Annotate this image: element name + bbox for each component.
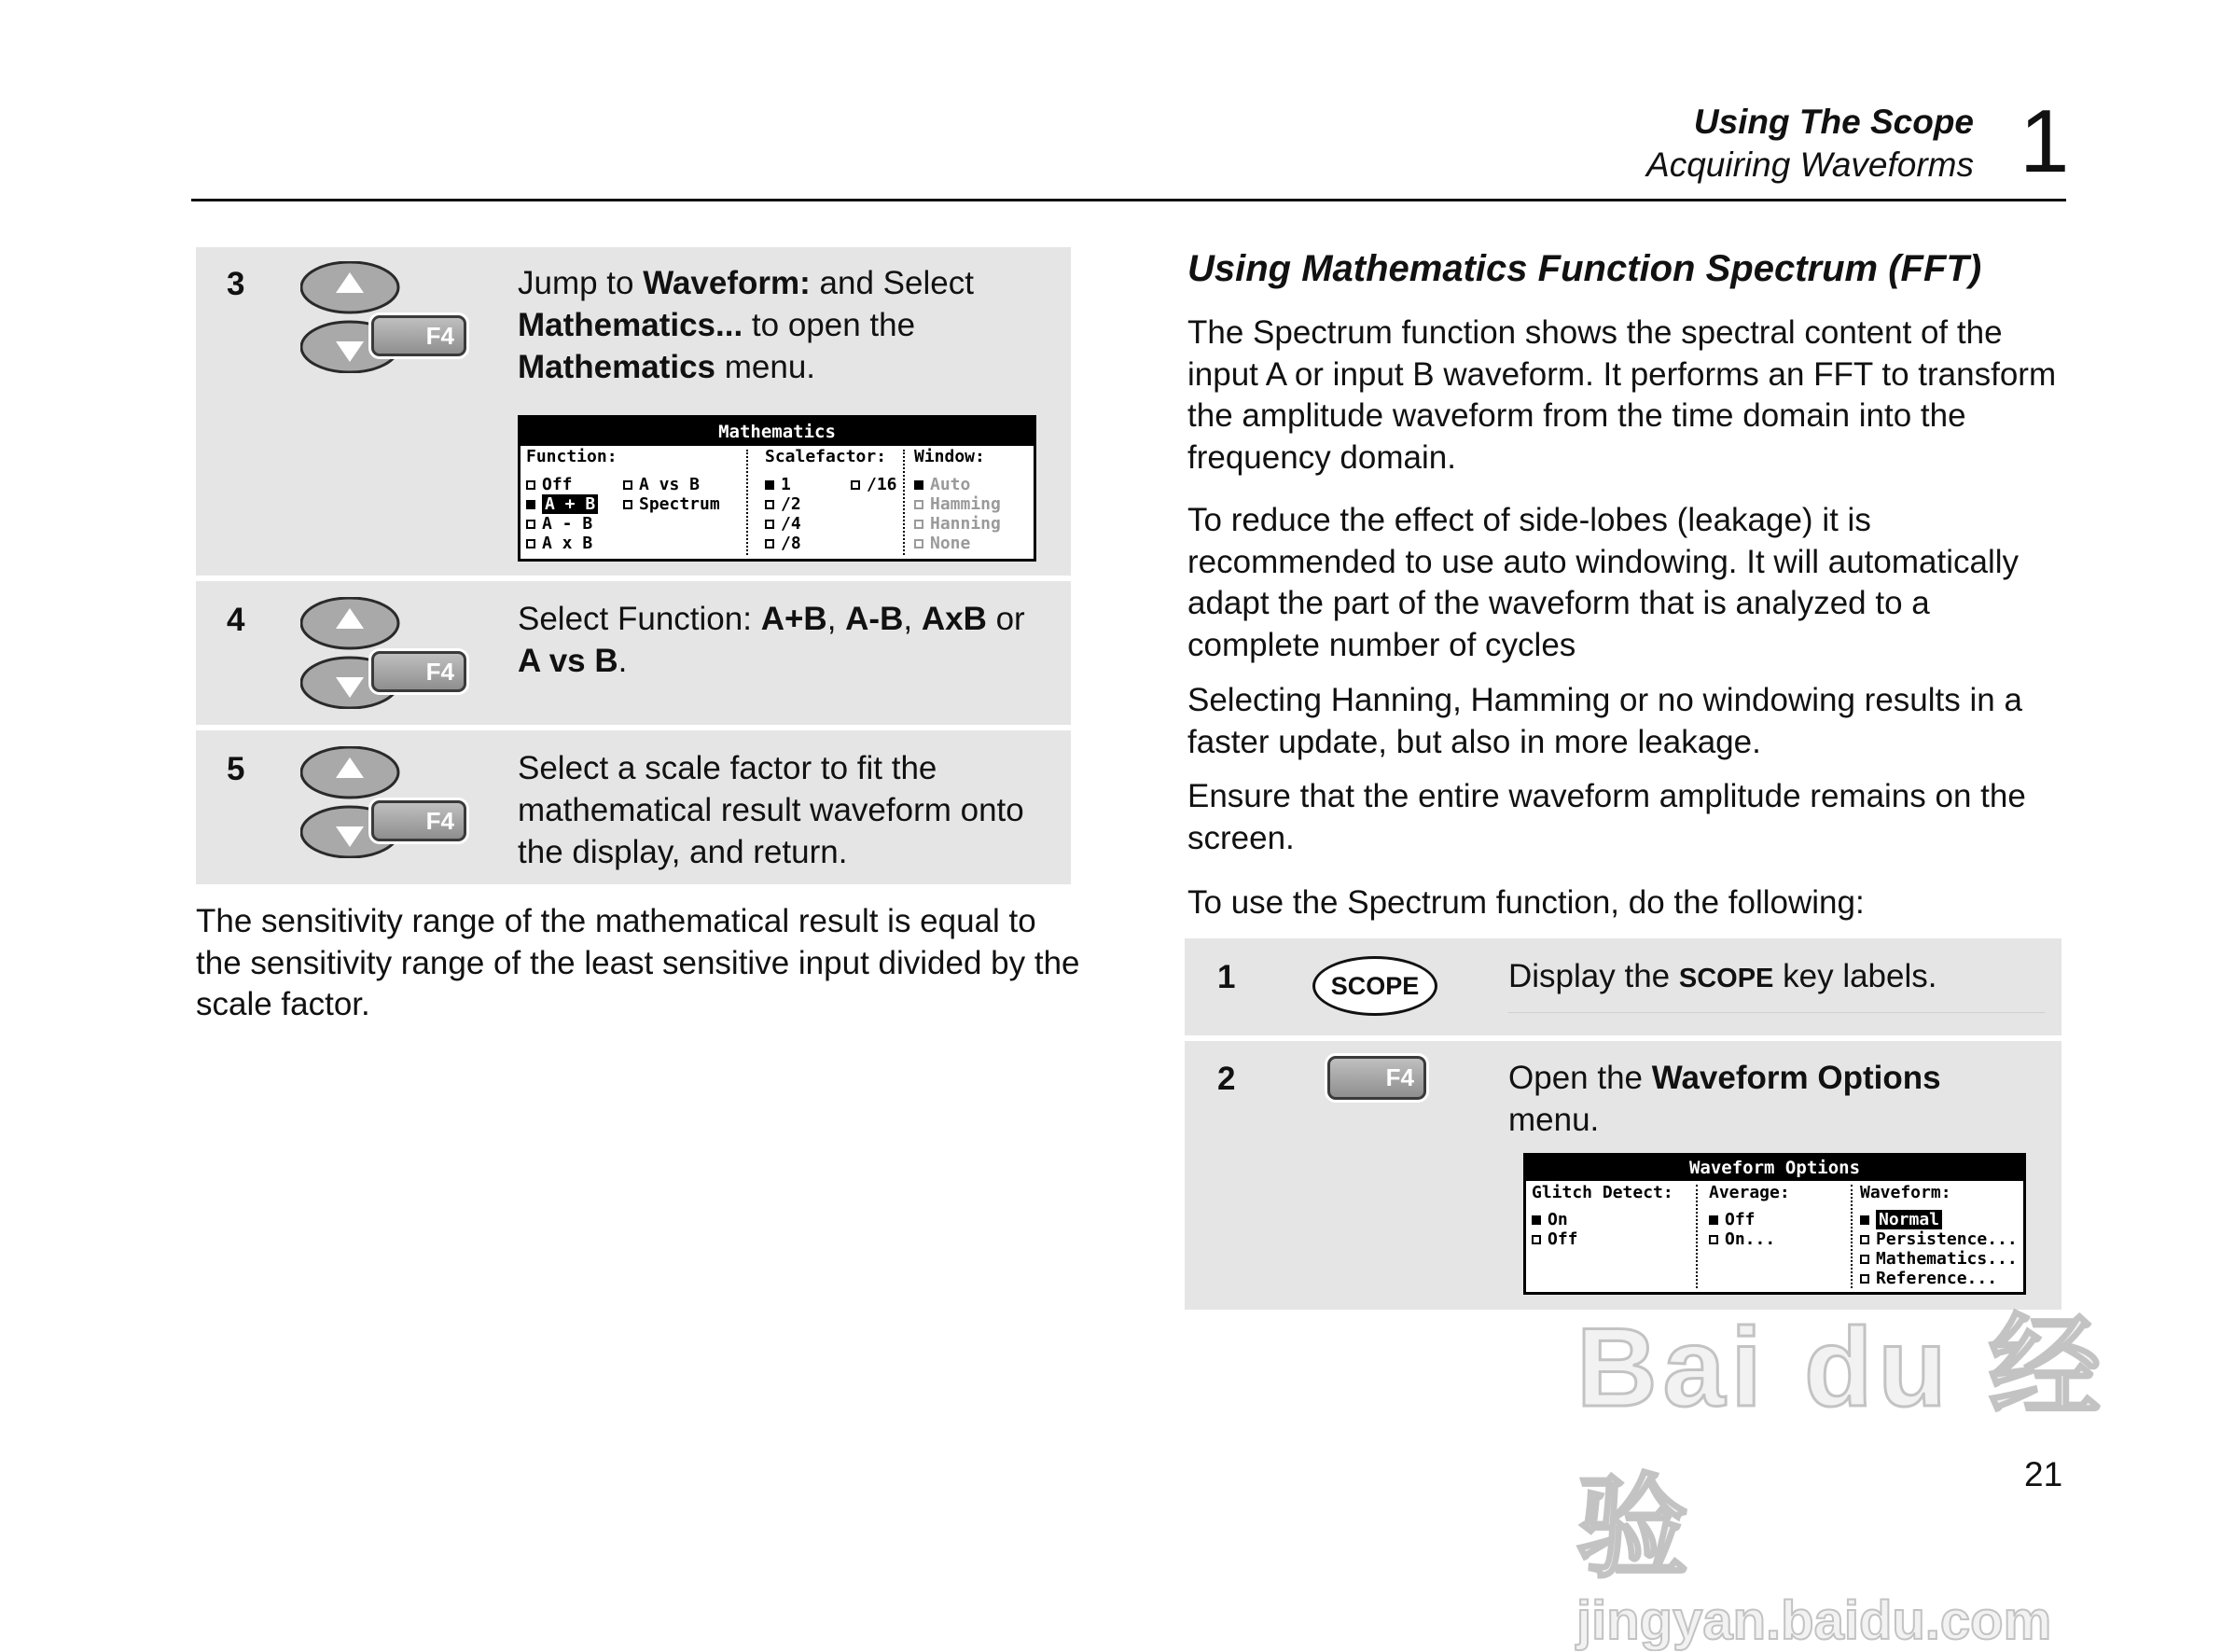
menu-option[interactable]: /4 [765, 515, 801, 534]
paragraph-amplitude: Ensure that the entire waveform amplitude remains on the screen. [1187, 778, 2026, 856]
paragraph-windowing: To reduce the effect of side-lobes (leakage) it is recommended to use auto windowing. It will automatically adapt the part of the waveform that is analyzed to a complete number of cycles [1187, 502, 2019, 663]
step-number: 5 [227, 751, 245, 787]
menu-option[interactable]: Mathematics... [1860, 1250, 2018, 1269]
f4-key[interactable]: F4 [371, 315, 466, 356]
menu-option-selected[interactable]: Off [1709, 1211, 1756, 1229]
divider [1508, 1012, 2045, 1013]
step-5-text: Select a scale factor to fit the mathematical result waveform onto the display, and return. [518, 750, 1024, 870]
paragraph-instructions: To use the Spectrum function, do the following: [1187, 884, 1865, 921]
menu-option[interactable]: A vs B [623, 476, 700, 494]
window-label: Window: [914, 447, 985, 466]
menu-option-disabled: Hamming [914, 495, 1001, 514]
waveform-label: Waveform: [1860, 1183, 1951, 1202]
menu-option-selected[interactable]: A + B [526, 495, 598, 514]
menu-option-disabled: Hanning [914, 515, 1001, 534]
baidu-watermark [1576, 1278, 2221, 1652]
menu-option-selected[interactable]: 1 [765, 476, 791, 494]
menu-option-disabled: None [914, 534, 970, 553]
step-number: 4 [227, 602, 245, 638]
glitch-detect-label: Glitch Detect: [1532, 1183, 1673, 1202]
chapter-number: 1 [2020, 91, 2070, 191]
menu-option[interactable]: Reference... [1860, 1270, 1997, 1288]
running-header-subtitle: Acquiring Waveforms [1646, 146, 1974, 184]
menu-option[interactable]: Off [526, 476, 573, 494]
menu-option[interactable]: A - B [526, 515, 592, 534]
menu-option[interactable]: A x B [526, 534, 592, 553]
watermark-url: jingyan.baidu.com [1576, 1590, 2052, 1651]
scope-key[interactable]: SCOPE [1312, 956, 1437, 1016]
menu-option[interactable]: On... [1709, 1230, 1775, 1249]
function-label: Function: [526, 447, 618, 466]
header-rule [191, 199, 2066, 201]
right-step-1-text: Display the SCOPE key labels. [1508, 958, 1937, 994]
right-step-2-text: Open the Waveform Options menu. [1508, 1060, 1941, 1138]
f4-key[interactable]: F4 [371, 651, 466, 692]
menu-option[interactable]: /8 [765, 534, 801, 553]
mathematics-menu-screen [518, 415, 1036, 562]
step-number: 3 [227, 266, 245, 302]
menu-option-selected[interactable]: On [1532, 1211, 1568, 1229]
scalefactor-label: Scalefactor: [765, 447, 887, 466]
f4-key[interactable]: F4 [1327, 1056, 1426, 1100]
paragraph-intro: The Spectrum function shows the spectral content of the input A or input B waveform. It performs an FFT to transform the amplitude waveform from the time domain into the frequency domain. [1187, 314, 2057, 476]
step-3-text: Jump to Waveform: and Select Mathematics... to open the Mathematics menu. [518, 265, 974, 385]
waveform-options-menu-screen [1523, 1153, 2026, 1295]
menu-option[interactable]: Persistence... [1860, 1230, 2018, 1249]
watermark-logo: Bai du 经验 [1576, 1305, 2107, 1590]
menu-option[interactable]: Off [1532, 1230, 1578, 1249]
step-number: 1 [1217, 959, 1236, 995]
paragraph-hanning: Selecting Hanning, Hamming or no windowing results in a faster update, but also in more leakage. [1187, 682, 2022, 760]
menu-option[interactable]: /16 [851, 476, 897, 494]
menu-option[interactable]: Spectrum [623, 495, 720, 514]
step-number: 2 [1217, 1061, 1236, 1097]
menu-option-disabled: Auto [914, 476, 970, 494]
sensitivity-paragraph: The sensitivity range of the mathematical result is equal to the sensitivity range of the least sensitive input divided by the scale factor. [196, 903, 1080, 1022]
running-header-title: Using The Scope [1693, 103, 1974, 141]
menu-option-selected[interactable]: Normal [1860, 1211, 1942, 1229]
step-4-text: Select Function: A+B, A-B, AxB or A vs B. [518, 601, 1025, 679]
menu-option[interactable]: /2 [765, 495, 801, 514]
average-label: Average: [1709, 1183, 1790, 1202]
menu-title: Mathematics [521, 418, 1034, 446]
f4-key[interactable]: F4 [371, 800, 466, 841]
section-title: Using Mathematics Function Spectrum (FFT) [1187, 248, 1982, 289]
menu-title: Waveform Options [1526, 1156, 2023, 1181]
page-number: 21 [2024, 1455, 2063, 1493]
